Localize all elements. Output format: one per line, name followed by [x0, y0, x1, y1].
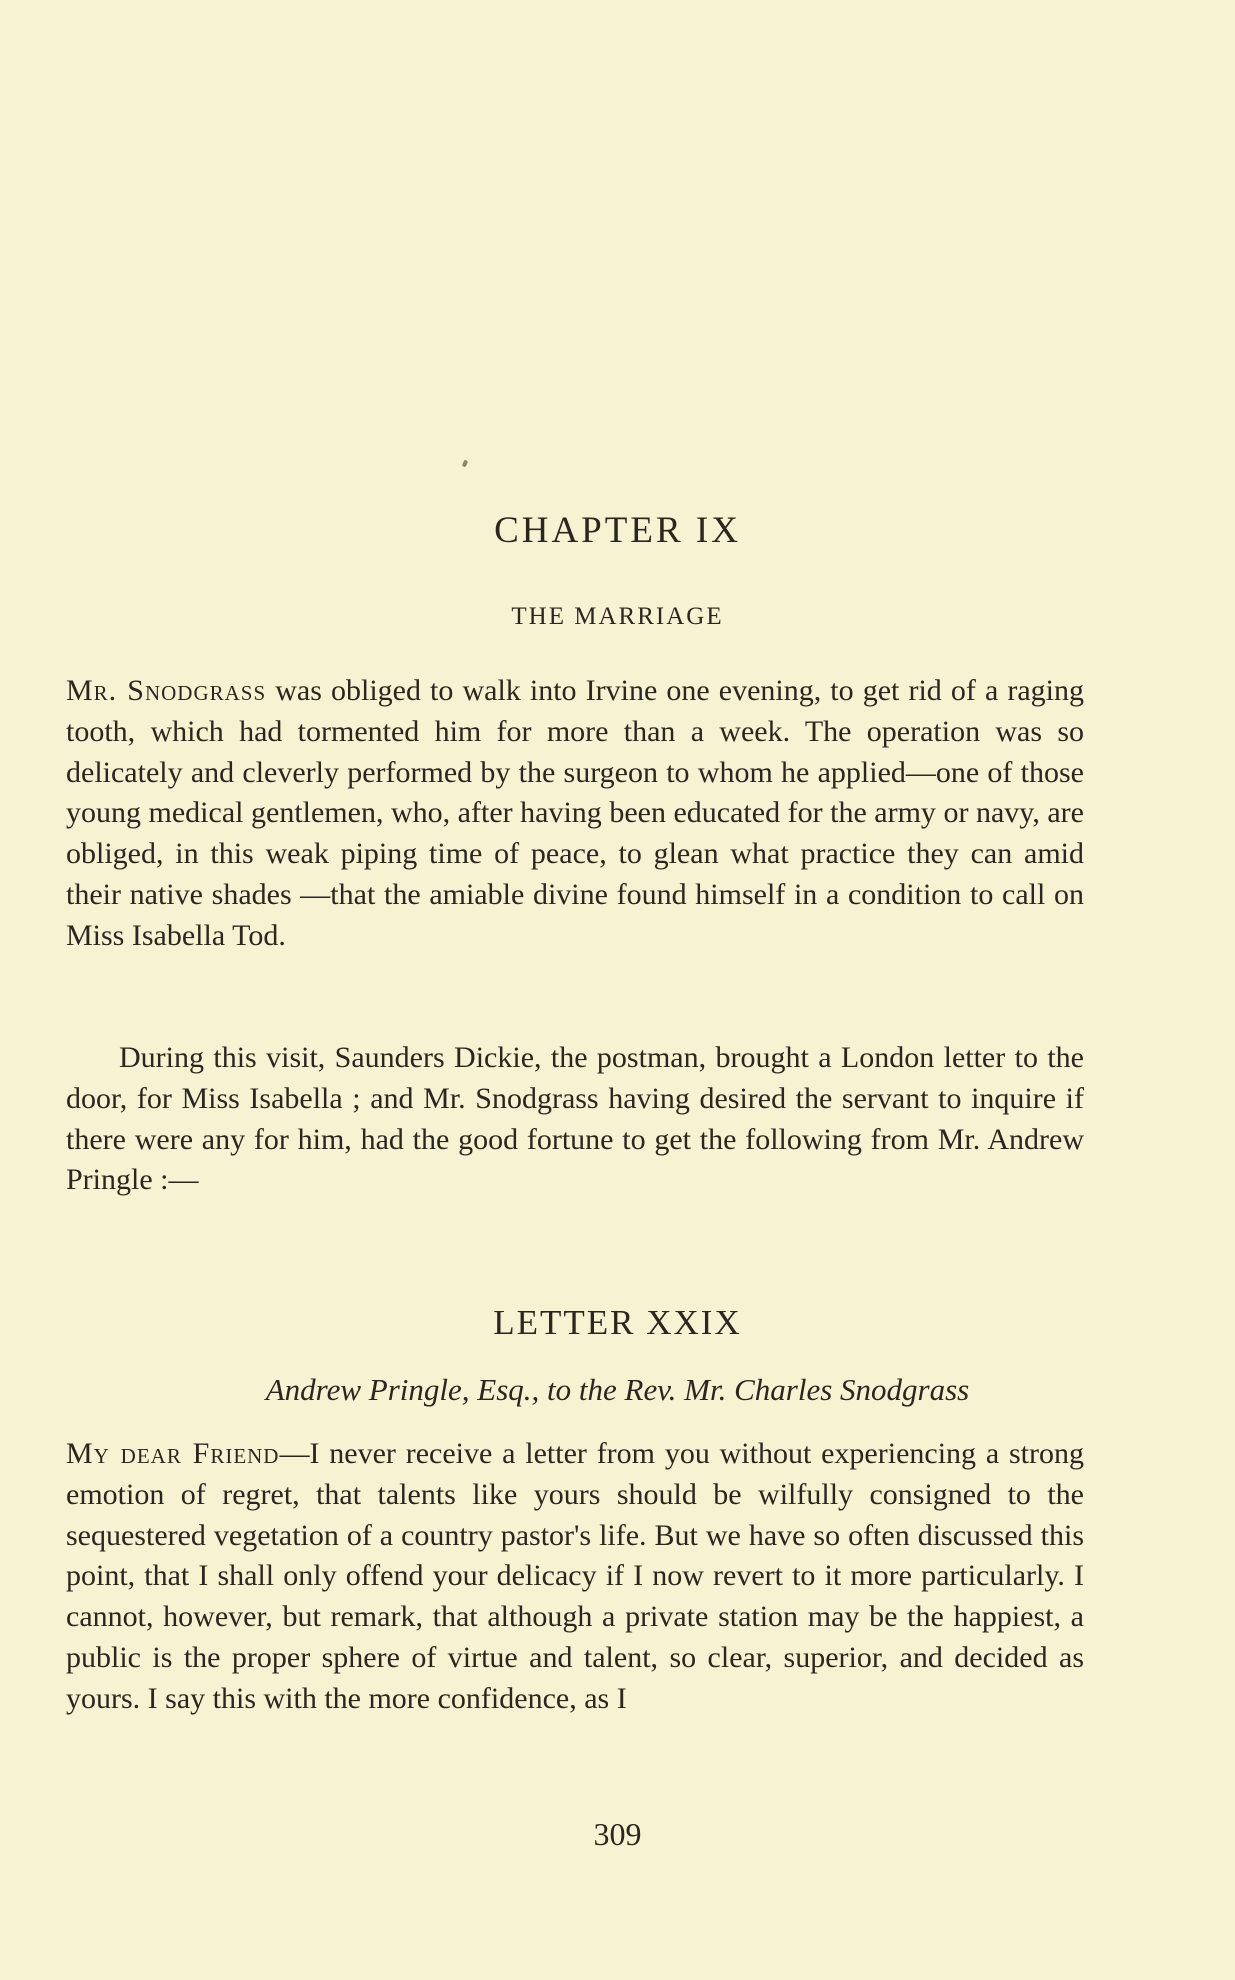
- letter-salutation: My dear Friend: [66, 1437, 280, 1470]
- paragraph-2: During this visit, Saunders Dickie, the postman, brought a London letter to the door, for Miss Isabella ; and Mr. Snodgrass having desired the servant to inquire if there were any for him, had the good fortune to get the following from Mr. Andrew Pringle :—: [66, 1041, 1084, 1197]
- paragraph-1: [66, 671, 1084, 957]
- chapter-heading: CHAPTER IX: [494, 510, 741, 551]
- printer-mark: [462, 459, 469, 467]
- letter-subheading: Andrew Pringle, Esq., to the Rev. Mr. Charles Snodgrass: [265, 1372, 970, 1407]
- page-number: 309: [593, 1816, 642, 1852]
- chapter-title: THE MARRIAGE: [511, 603, 724, 630]
- letter-body: [66, 1434, 1084, 1720]
- letter-text: —I never receive a letter from you without experiencing a strong emotion of regret, that talents like yours should be wilfully consigned to the sequestered vegetation of a country pastor's life. But we have so often discussed this point, that I shall only offend your delicacy if I now revert to it more particularly. I cannot, however, but remark, that although a private station may be the happiest, a public is the proper sphere of virtue and talent, so clear, superior, and decided as yours. I say this with the more confidence, as I: [66, 1437, 1084, 1715]
- paragraph-1-lead: Mr. Snodgrass: [66, 674, 267, 707]
- paragraph-1-text: was obliged to walk into Irvine one evening, to get rid of a raging tooth, which had tormented him for more than a week. The operation was so delicately and cleverly performed by the surgeon to whom he applied—one of those young medical gentlemen, who, after having been educated for the army or navy, are obliged, in this weak piping time of peace, to glean what practice they can amid their native shades —that the amiable divine found himself in a condition to call on Miss Isabella Tod.: [66, 674, 1084, 952]
- letter-heading: LETTER XXIX: [493, 1303, 742, 1342]
